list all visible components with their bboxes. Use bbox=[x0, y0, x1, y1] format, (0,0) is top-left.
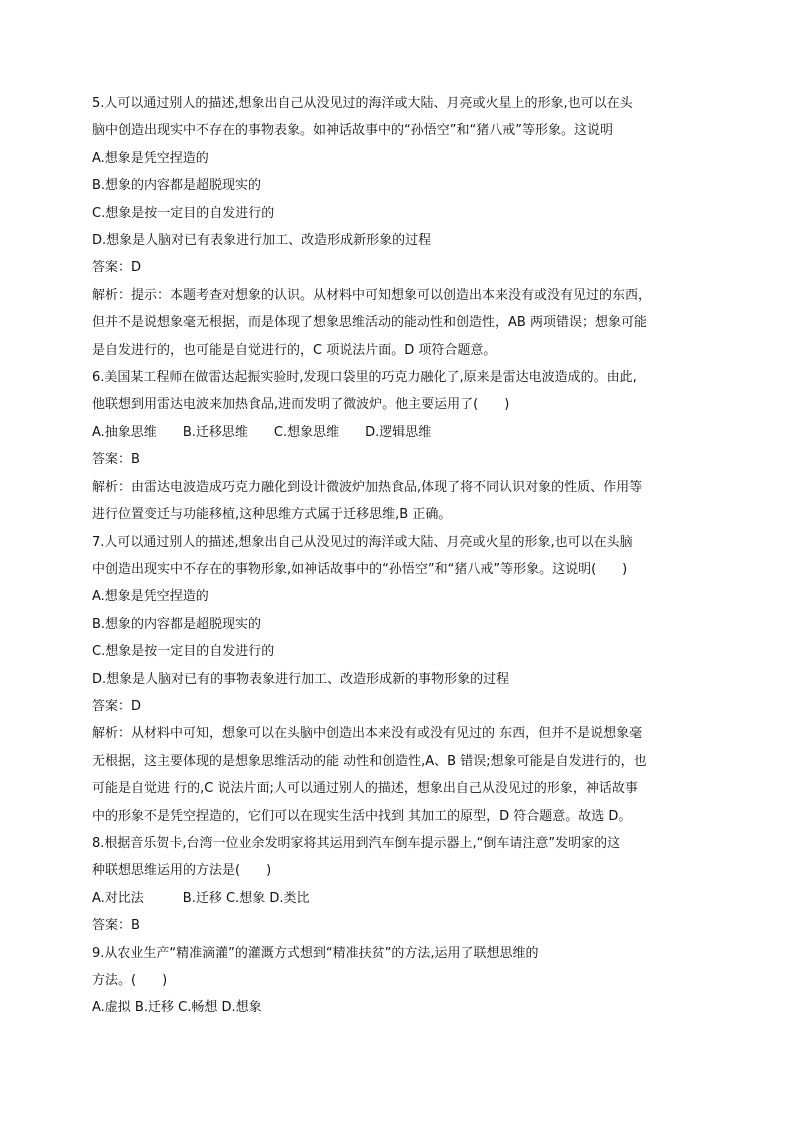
answer: 答案：B bbox=[92, 918, 140, 934]
analysis-line: 解析：从材料中可知，想象可以在头脑中创造出本来没有或没有见过的 东西，但并不是说想象毫 bbox=[92, 726, 643, 742]
question-stem-line: 中创造出现实中不存在的事物形象,如神话故事中的“孙悟空”和“猪八戒”等形象。这说明( ) bbox=[92, 561, 628, 577]
question-stem-line: 6.美国某工程师在做雷达起振实验时,发现口袋里的巧克力融化了,原来是雷达电波造成的。由此, bbox=[92, 370, 637, 386]
question-stem-line: 5.人可以通过别人的描述,想象出自己从没见过的海洋或大陆、月亮或火星上的形象,也可以在头 bbox=[92, 96, 633, 111]
option-a: A.抽象思维 bbox=[92, 424, 157, 440]
question-stem-line: 脑中创造出现实中不存在的事物表象。如神话故事中的“孙悟空”和“猪八戒”等形象。这说明 bbox=[92, 123, 613, 139]
analysis-line: 进行位置变迁与功能移植,这种思维方式属于迁移思维,B 正确。 bbox=[92, 507, 452, 523]
question-stem-line: 种联想思维运用的方法是( ) bbox=[92, 863, 272, 879]
question-stem-line: 9.从农业生产“精准滴灌”的灌溉方式想到“精准扶贫”的方法,运用了联想思维的 bbox=[92, 945, 539, 961]
option-c: C.想象思维 bbox=[273, 424, 340, 440]
option-a: A.想象是凭空捏造的 bbox=[92, 150, 209, 166]
question-stem-line: 7.人可以通过别人的描述,想象出自己从没见过的海洋或大陆、月亮或火星的形象,也可以在头脑 bbox=[92, 534, 633, 550]
analysis-line: 是自发进行的，也可能是自觉进行的，C 项说法片面。D 项符合题意。 bbox=[92, 342, 497, 358]
question-stem-line: 他联想到用雷达电波来加热食品,进而发明了微波炉。他主要运用了( ) bbox=[92, 397, 510, 413]
analysis-line: 但并不是说想象毫无根据，而是体现了想象思维活动的能动性和创造性，AB 两项错误；想象可能 bbox=[92, 315, 647, 331]
question-6 bbox=[92, 364, 712, 528]
question-8 bbox=[92, 830, 712, 940]
options-row bbox=[92, 419, 712, 446]
document-page bbox=[92, 90, 712, 1022]
option-c: C.想象是按一定目的自发进行的 bbox=[92, 205, 275, 221]
options-row: A.虚拟 B.迁移 C.畅想 D.想象 bbox=[92, 1000, 262, 1016]
question-7 bbox=[92, 529, 712, 830]
option-c: C.想象是按一定目的自发进行的 bbox=[92, 644, 275, 660]
option-d: D.逻辑思维 bbox=[365, 424, 432, 440]
question-stem-line: 8.根据音乐贺卡,台湾一位业余发明家将其运用到汽车倒车提示器上,“倒车请注意”发明家的这 bbox=[92, 835, 621, 851]
option-b: B.想象的内容都是超脱现实的 bbox=[92, 616, 262, 632]
option-d: D.想象是人脑对已有的事物表象进行加工、改造形成新的事物形象的过程 bbox=[92, 671, 510, 687]
option-a: A.想象是凭空捏造的 bbox=[92, 589, 209, 605]
question-5 bbox=[92, 90, 712, 364]
option-b: B.想象的内容都是超脱现实的 bbox=[92, 178, 262, 194]
analysis-line: 解析：由雷达电波造成巧克力融化到设计微波炉加热食品,体现了将不同认识对象的性质、作用等 bbox=[92, 479, 643, 495]
analysis-line: 无根据，这主要体现的是想象思维活动的能 动性和创造性,A、B 错误;想象可能是自发进行的，也 bbox=[92, 753, 647, 769]
answer: 答案：D bbox=[92, 260, 142, 276]
analysis-line: 解析：提示：本题考查对想象的认识。从材料中可知想象可以创造出本来没有或没有见过的东西， bbox=[92, 287, 652, 303]
question-stem-line: 方法。( ) bbox=[92, 973, 168, 988]
question-9 bbox=[92, 940, 712, 1022]
analysis-line: 可能是自觉进 行的,C 说法片面;人可以通过别人的描述，想象出自己从没见过的形象，神话故事 bbox=[92, 781, 638, 797]
answer: 答案：B bbox=[92, 452, 140, 468]
options-row: A.对比法 B.迁移 C.想象 D.类比 bbox=[92, 890, 310, 906]
option-d: D.想象是人脑对已有表象进行加工、改造形成新形象的过程 bbox=[92, 233, 432, 249]
analysis-line: 中的形象不是凭空捏造的，它们可以在现实生活中找到 其加工的原型，D 符合题意。故选 D。 bbox=[92, 808, 632, 824]
answer: 答案：D bbox=[92, 698, 142, 714]
option-b: B.迁移思维 bbox=[182, 424, 248, 440]
